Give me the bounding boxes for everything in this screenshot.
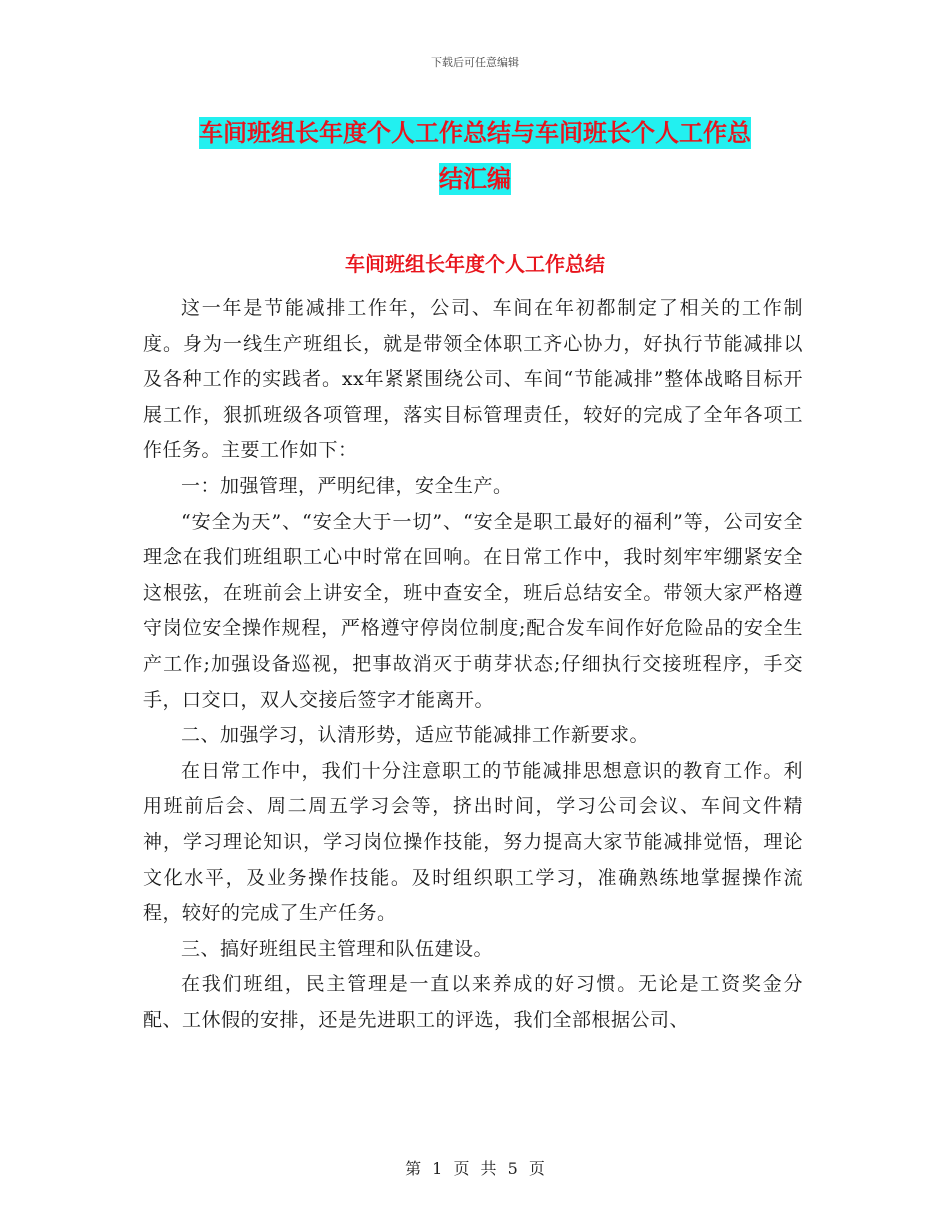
paragraph: 在日常工作中，我们十分注意职工的节能减排思想意识的教育工作。利用班前后会、周二周五学习会等，挤出时间，学习公司会议、车间文件精神，学习理论知识，学习岗位操作技能，努力提高大家节能减排觉悟，理论文化水平，及业务操作技能。及时组织职工学习，准确熟练地掌握操作流程，较好的完成了生产任务。: [143, 759, 803, 925]
page-footer: 第 1 页 共 5 页: [405, 1159, 545, 1178]
document-title-line-2: 结汇编: [439, 165, 511, 193]
paragraph: 在我们班组，民主管理是一直以来养成的好习惯。无论是工资奖金分配、工休假的安排，还是先进职工的评选，我们全部根据公司、: [143, 973, 803, 1031]
document-title: [145, 110, 805, 202]
header-note: 下载后可任意编辑: [431, 56, 519, 69]
body-text: [143, 291, 803, 1038]
paragraph: “安全为天”、“安全大于一切”、“安全是职工最好的福利”等，公司安全理念在我们班组职工心中时常在回响。在日常工作中，我时刻牢牢绷紧安全这根弦，在班前会上讲安全，班中查安全，班后总结安全。带领大家严格遵守岗位安全操作规程，严格遵守停岗位制度;配合发车间作好危险品的安全生产工作;加强设备巡视，把事故消灭于萌芽状态;仔细执行交接班程序，手交手，口交口，双人交接后签字才能离开。: [143, 510, 803, 711]
section-title: 车间班组长年度个人工作总结: [345, 252, 605, 276]
paragraph: 一：加强管理，严明纪律，安全生产。: [181, 474, 513, 497]
paragraph: 这一年是节能减排工作年，公司、车间在年初都制定了相关的工作制度。身为一线生产班组长，就是带领全体职工齐心协力，好执行节能减排以及各种工作的实践者。xx年紧紧围绕公司、车间“节能减排”整体战略目标开展工作，狠抓班级各项管理，落实目标管理责任，较好的完成了全年各项工作任务。主要工作如下：: [143, 297, 803, 462]
document-title-line-1: 车间班组长年度个人工作总结与车间班长个人工作总: [199, 119, 751, 147]
paragraph: 二、加强学习，认清形势，适应节能减排工作新要求。: [181, 724, 650, 747]
paragraph: 三、搞好班组民主管理和队伍建设。: [181, 937, 494, 960]
